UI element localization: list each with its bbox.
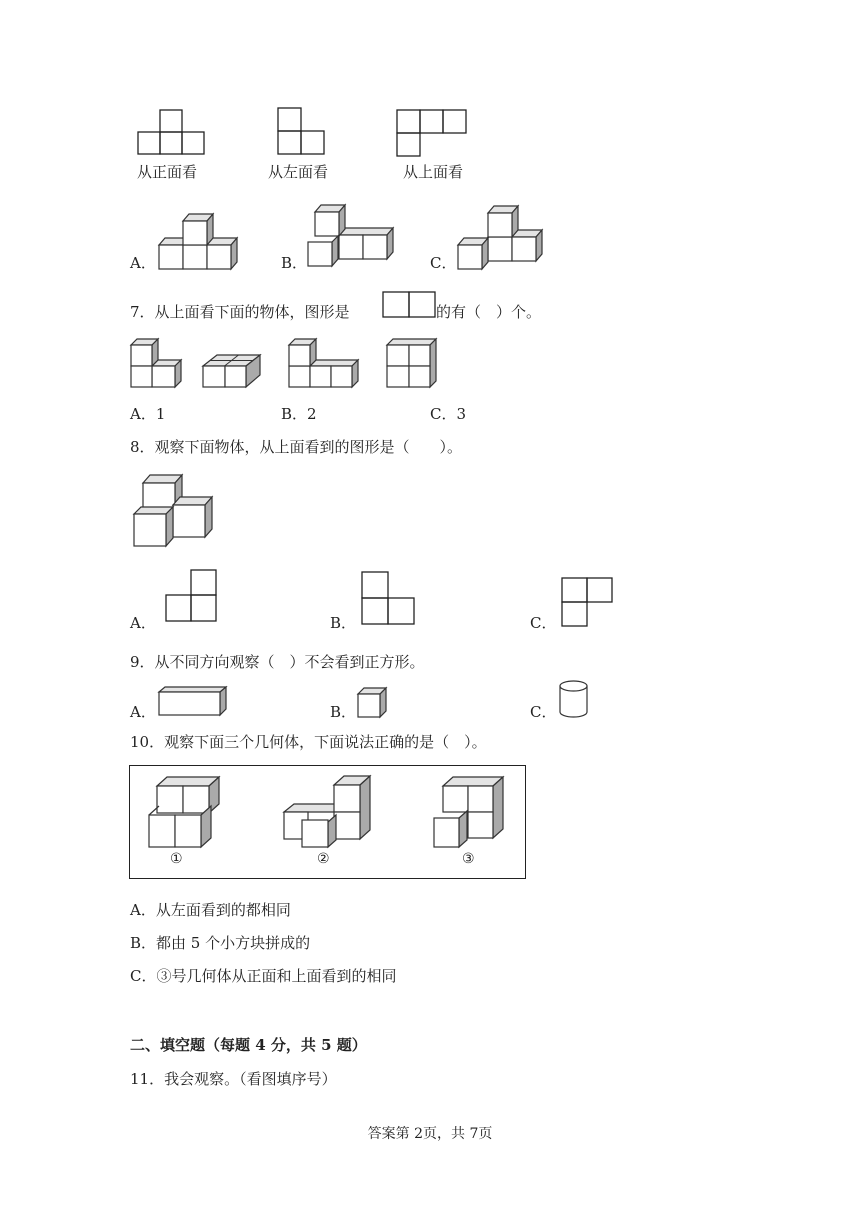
q9-option-c[interactable]: C． [530, 703, 557, 721]
q8-option-b[interactable]: B． [330, 614, 357, 632]
q10-figures [0, 0, 1, 1]
q9-stem: 9．从不同方向观察（ ）不会看到正方形。 [130, 653, 425, 671]
top-view-label: 从上面看 [403, 163, 464, 181]
q6-option-c[interactable]: C． [430, 254, 457, 272]
front-view-label: 从正面看 [137, 163, 198, 181]
q11-stem: 11．我会观察。（看图填序号） [130, 1070, 337, 1088]
q6-option-b[interactable]: B． [281, 254, 308, 272]
q10-shape3-label: ③ [462, 851, 475, 867]
q10-option-c[interactable]: C．③号几何体从正面和上面看到的相同 [130, 967, 397, 985]
q7-stem-after: 的有（ ）个。 [436, 303, 542, 321]
q9-option-a[interactable]: A． [130, 703, 156, 721]
page-footer: 答案第 2页，共 7页 [367, 1126, 493, 1142]
q8-option-c[interactable]: C． [530, 614, 557, 632]
q7-option-b[interactable]: B．2 [281, 405, 317, 423]
q7-option-c[interactable]: C．3 [430, 405, 467, 423]
q10-shape2-label: ② [317, 851, 330, 867]
q10-shape1-label: ① [170, 851, 183, 867]
q9-option-b[interactable]: B． [330, 703, 357, 721]
q7-option-a[interactable]: A．1 [130, 405, 166, 423]
q10-option-b[interactable]: B．都由 5 个小方块拼成的 [130, 934, 311, 952]
q6-option-a[interactable]: A． [130, 254, 156, 272]
q7-stem-before: 7．从上面看下面的物体，图形是 [130, 303, 350, 321]
q10-option-a[interactable]: A．从左面看到的都相同 [130, 901, 291, 919]
left-view-label: 从左面看 [268, 163, 329, 181]
section2-heading: 二、填空题（每题 4 分，共 5 题） [130, 1036, 367, 1054]
q10-stem: 10．观察下面三个几何体，下面说法正确的是（ ）。 [130, 733, 487, 751]
q8-option-a[interactable]: A． [130, 614, 156, 632]
q8-stem: 8．观察下面物体，从上面看到的图形是（ ）。 [130, 438, 463, 456]
